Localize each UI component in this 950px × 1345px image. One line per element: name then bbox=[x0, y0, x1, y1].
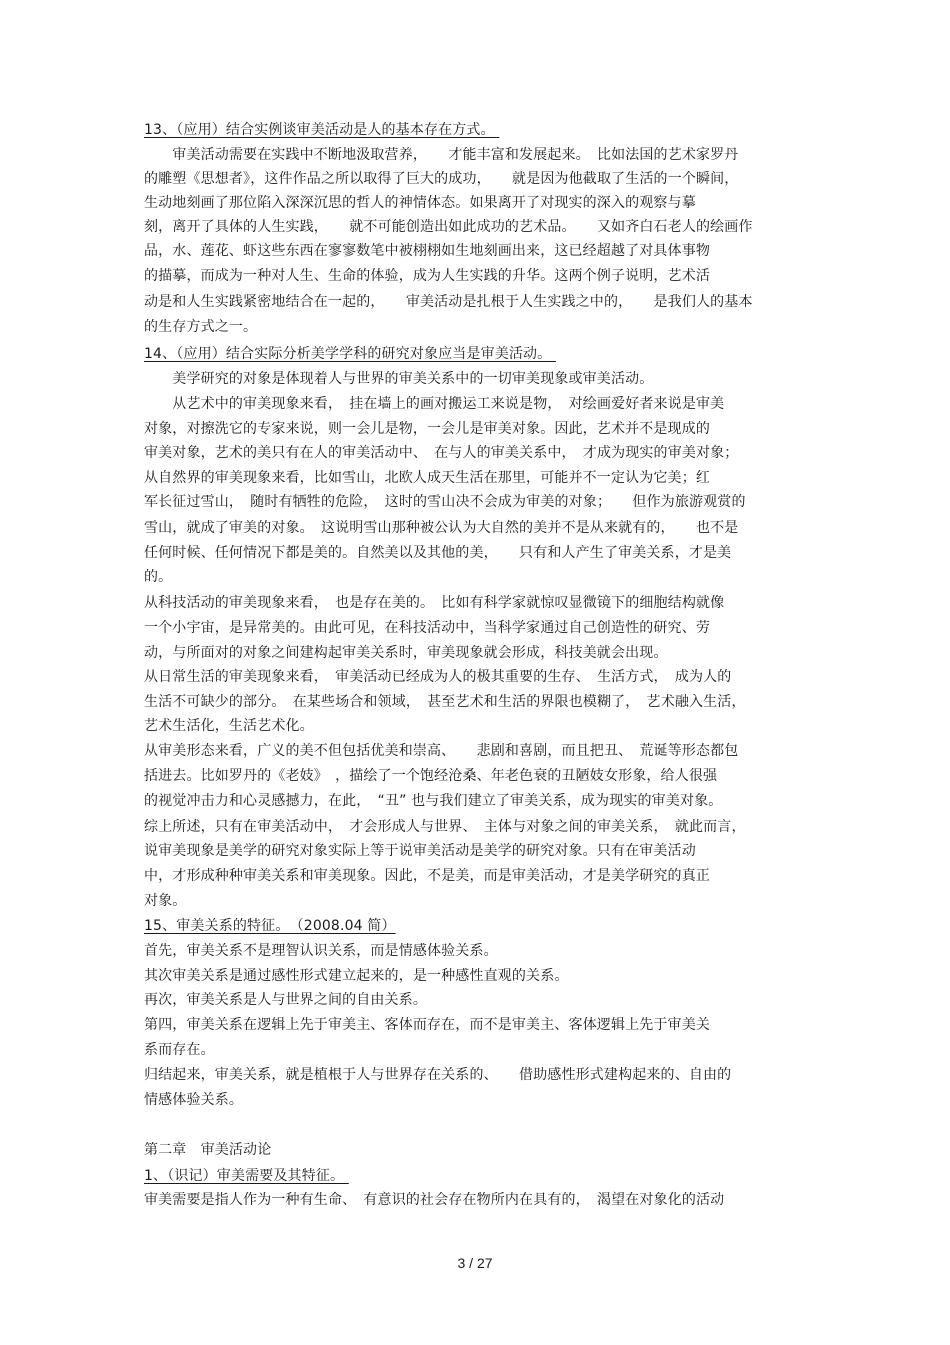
body-line: 第四，审美关系在逻辑上先于审美主、客体而存在，而不是审美主、客体逻辑上先于审美关 bbox=[144, 1017, 710, 1033]
body-line: 军长征过雪山， 随时有牺牲的危险， 这时的雪山决不会成为审美的对象； 但作为旅游观赏的 bbox=[144, 494, 746, 510]
body-line: 品，水、莲花、虾这些东西在寥寥数笔中被栩栩如生地刻画出来，这已经超越了对具体事物 bbox=[144, 243, 710, 259]
body-line: 动，与所面对的对象之间建构起审美关系时，审美现象就会形成，科技美就会出现。 bbox=[144, 645, 668, 661]
body-line: 刻，离开了具体的人生实践， 就不可能创造出如此成功的艺术品。 又如齐白石老人的绘画作 bbox=[144, 219, 753, 235]
body-line: 括进去。比如罗丹的《老妓》 ，描绘了一个饱经沧桑、年老色衰的丑陋妓女形象，给人很强 bbox=[144, 768, 718, 784]
body-line: 生活不可缺少的部分。 在某些场合和领域， 甚至艺术和生活的界限也模糊了， 艺术融入生活， bbox=[144, 694, 746, 710]
body-line: 对象，对擦洗它的专家来说，则一会儿是物，一会儿是审美对象。因此，艺术并不是现成的 bbox=[144, 421, 710, 437]
chapter-2-title: 第二章 审美活动论 bbox=[144, 1142, 272, 1158]
body-line: 的描摹，而成为一种对人生、生命的体验，成为人生实践的升华。这两个例子说明，艺术活 bbox=[144, 268, 710, 284]
body-line: 其次审美关系是通过感性形式建立起来的，是一种感性直观的关系。 bbox=[144, 968, 569, 984]
section-15-heading: 15、审美关系的特征。 （2008.04 简） bbox=[144, 918, 396, 934]
body-line: 动是和人生实践紧密地结合在一起的， 审美活动是扎根于人生实践之中的， 是我们人的基本 bbox=[144, 294, 753, 310]
body-line: 再次，审美关系是人与世界之间的自由关系。 bbox=[144, 992, 427, 1008]
body-line: 从艺术中的审美现象来看， 挂在墙上的画对搬运工来说是物， 对绘画爱好者来说是审美 bbox=[144, 396, 725, 412]
section-14-heading: 14、（应用）结合实际分析美学学科的研究对象应当是审美活动。 bbox=[144, 346, 556, 362]
body-line: 审美需要是指人作为一种有生命、 有意识的社会存在物所内在具有的， 渴望在对象化的活动 bbox=[144, 1192, 725, 1208]
body-line: 一个小宇宙，是异常美的。由此可见，在科技活动中，当科学家通过自己创造性的研究、劳 bbox=[144, 620, 710, 636]
body-line: 系而存在。 bbox=[144, 1042, 215, 1058]
body-line: 归结起来，审美关系，就是植根于人与世界存在关系的、 借助感性形式建构起来的、自由的 bbox=[144, 1067, 732, 1083]
page-number: 3 / 27 bbox=[457, 1255, 493, 1271]
body-line: 雪山，就成了审美的对象。 这说明雪山那种被公认为大自然的美并不是从来就有的， 也不是 bbox=[144, 520, 739, 536]
body-line: 任何时候、任何情况下都是美的。自然美以及其他的美， 只有和人产生了审美关系，才是美 bbox=[144, 545, 732, 561]
body-line: 从日常生活的审美现象来看， 审美活动已经成为人的极其重要的生存、 生活方式， 成为人的 bbox=[144, 669, 732, 685]
body-line: 艺术生活化，生活艺术化。 bbox=[144, 718, 314, 734]
body-line: 审美活动需要在实践中不断地汲取营养， 才能丰富和发展起来。 比如法国的艺术家罗丹 bbox=[144, 147, 739, 163]
body-line: 的视觉冲击力和心灵感撼力，在此， “丑” 也与我们建立了审美关系，成为现实的审美对象。 bbox=[144, 793, 723, 809]
chapter-2-item-1-heading: 1、（识记）审美需要及其特征。 bbox=[144, 1168, 349, 1184]
body-line: 的雕塑《思想者》，这件作品之所以取得了巨大的成功， 就是因为他截取了生活的一个瞬间， bbox=[144, 171, 739, 187]
body-line: 审美对象，艺术的美只有在人的审美活动中、 在与人的审美关系中， 才成为现实的审美对象； bbox=[144, 445, 739, 461]
body-line: 的生存方式之一。 bbox=[144, 319, 258, 335]
body-line: 美学研究的对象是体现着人与世界的审美关系中的一切审美现象或审美活动。 bbox=[144, 371, 654, 387]
body-line: 对象。 bbox=[144, 893, 187, 909]
body-line: 首先，审美关系不是理智认识关系，而是情感体验关系。 bbox=[144, 943, 498, 959]
body-line: 从审美形态来看，广义的美不但包括优美和崇高、 悲剧和喜剧，而且把丑、 荒诞等形态都包 bbox=[144, 743, 739, 759]
body-line: 综上所述，只有在审美活动中， 才会形成人与世界、 主体与对象之间的审美关系， 就此而言， bbox=[144, 819, 746, 835]
body-line: 说审美现象是美学的研究对象实际上等于说审美活动是美学的研究对象。只有在审美活动 bbox=[144, 843, 696, 859]
body-line: 从科技活动的审美现象来看， 也是存在美的。 比如有科学家就惊叹显微镜下的细胞结构就像 bbox=[144, 595, 725, 611]
body-line: 中，才形成种种审美关系和审美现象。因此，不是美，而是审美活动，才是美学研究的真正 bbox=[144, 868, 710, 884]
body-line: 情感体验关系。 bbox=[144, 1092, 244, 1108]
body-line: 生动地刻画了那位陷入深深沉思的哲人的神情体态。如果离开了对现实的深入的观察与摹 bbox=[144, 195, 696, 211]
body-line: 的。 bbox=[144, 569, 173, 585]
section-13-heading: 13、（应用）结合实例谈审美活动是人的基本存在方式。 bbox=[144, 122, 500, 138]
body-line: 从自然界的审美现象来看，比如雪山，北欧人成天生活在那里，可能并不一定认为它美；红 bbox=[144, 470, 710, 486]
